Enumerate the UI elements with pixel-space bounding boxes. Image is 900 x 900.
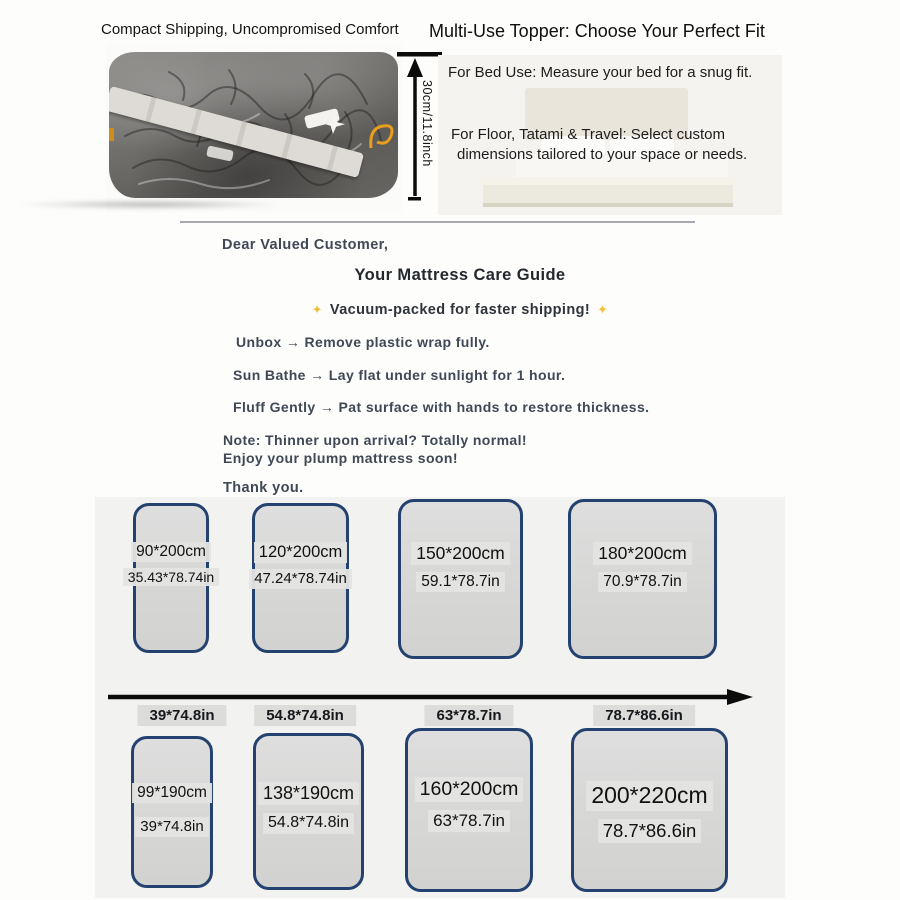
size-cm-label: 90*200cm — [131, 542, 211, 562]
bag-shadow — [14, 200, 286, 209]
care-step-sunbathe: Sun Bathe → Lay flat under sunlight for 1 hour. — [233, 367, 566, 383]
size-box-150x200 — [398, 499, 523, 659]
vacuum-packed-mattress-photo — [106, 44, 402, 212]
bed-use-text: For Bed Use: Measure your bed for a snug fit. — [448, 64, 753, 81]
size-cm-label: 200*220cm — [586, 781, 712, 811]
size-cm-label: 99*190cm — [132, 783, 212, 803]
note-text-line1: Note: Thinner upon arrival? Totally normal! — [223, 432, 527, 448]
bed-base — [478, 177, 738, 185]
size-cm-label: 138*190cm — [258, 782, 359, 805]
size-box-200x220 — [571, 728, 728, 892]
axis-label: 39*74.8in — [137, 705, 226, 726]
size-box-120x200 — [252, 503, 349, 653]
size-cm-label: 160*200cm — [415, 777, 524, 802]
size-box-90x200 — [127, 503, 215, 653]
right-arrow-icon — [105, 688, 755, 706]
size-box-160x200 — [405, 728, 533, 892]
closing-text: Thank you. — [223, 480, 304, 496]
size-cm-label: 180*200cm — [593, 542, 692, 565]
sparkle-icon: ✦ — [311, 302, 323, 317]
size-inch-label: 59.1*78.7in — [416, 572, 504, 592]
shipping-highlight — [180, 302, 740, 318]
axis-label: 63*78.7in — [424, 705, 513, 726]
axis-label: 54.8*74.8in — [254, 705, 356, 726]
brand-squiggle — [371, 126, 392, 148]
axis-label: 78.7*86.6in — [593, 705, 695, 726]
usage-panel — [438, 55, 782, 215]
size-chart-panel — [95, 497, 785, 898]
size-box-99x190 — [131, 736, 213, 888]
size-cm-label: 150*200cm — [411, 542, 510, 565]
floor-use-text-line1: For Floor, Tatami & Travel: Select custom — [451, 126, 725, 143]
care-step-unbox: Unbox → Remove plastic wrap fully. — [236, 334, 490, 350]
package-height-label: 30cm/11.8inch — [420, 80, 434, 167]
bed-base-front — [483, 185, 733, 207]
size-box-138x190 — [253, 733, 364, 890]
size-inch-label: 70.9*78.7in — [598, 572, 686, 592]
size-inch-label: 47.24*78.74in — [249, 569, 352, 589]
floor-use-text-line2: dimensions tailored to your space or needs. — [457, 146, 748, 163]
sparkle-icon: ✦ — [597, 302, 609, 317]
size-inch-label: 63*78.7in — [428, 810, 510, 832]
size-inch-label: 54.8*74.8in — [263, 813, 354, 834]
care-step-fluff: Fluff Gently → Pat surface with hands to restore thickness. — [233, 399, 650, 415]
left-section-title: Compact Shipping, Uncompromised Comfort — [101, 21, 399, 38]
size-box-180x200 — [568, 499, 717, 659]
vacuum-bag — [109, 52, 398, 198]
right-section-title: Multi-Use Topper: Choose Your Perfect Fit — [429, 21, 765, 41]
size-inch-label: 35.43*78.74in — [123, 568, 219, 586]
size-inch-label: 39*74.8in — [135, 817, 208, 837]
highlight-text: Vacuum-packed for faster shipping! — [329, 302, 591, 318]
note-text-line2: Enjoy your plump mattress soon! — [223, 450, 458, 466]
size-inch-label: 78.7*86.6in — [598, 819, 702, 843]
size-cm-label: 120*200cm — [254, 542, 347, 563]
care-guide-title: Your Mattress Care Guide — [354, 266, 566, 284]
brand-mark — [109, 128, 114, 141]
greeting-text: Dear Valued Customer, — [222, 237, 389, 253]
section-divider — [180, 221, 695, 223]
